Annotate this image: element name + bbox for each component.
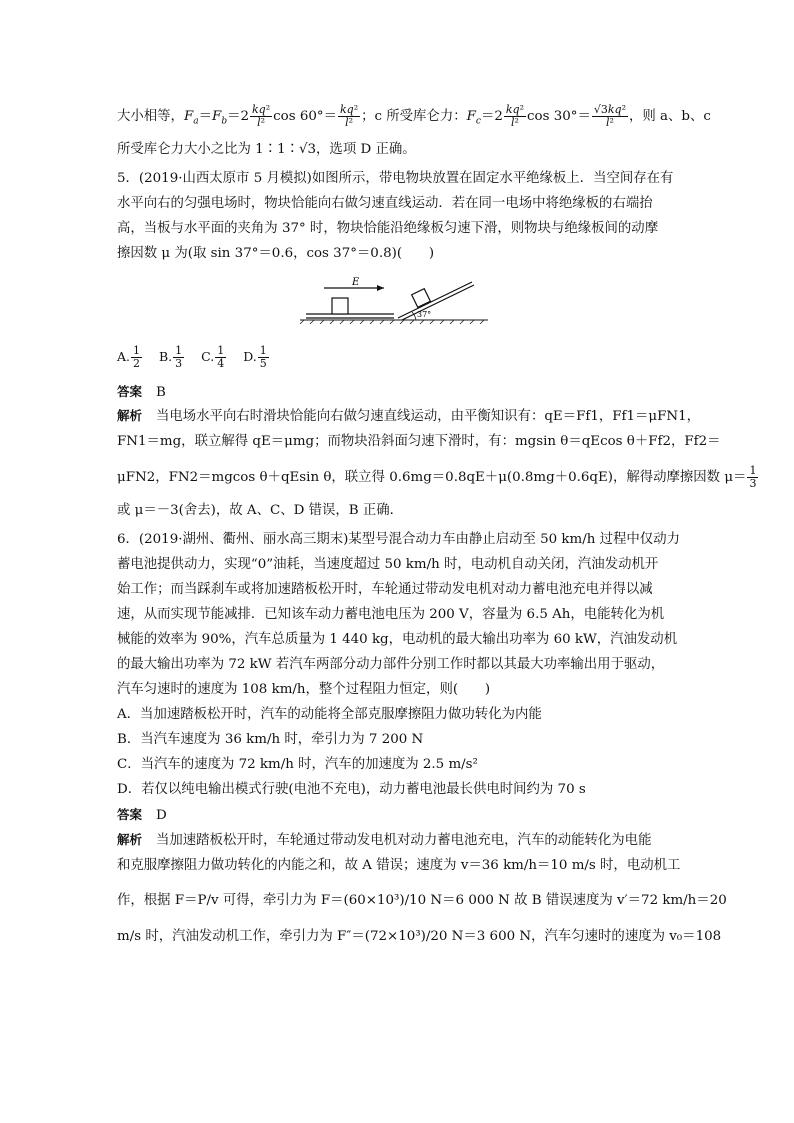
q6-option-c: C．当汽车的速度为 72 km/h 时，汽车的加速度为 2.5 m/s² bbox=[117, 757, 478, 772]
question-source: (2019·湖州、衢州、丽水高三期末) bbox=[138, 532, 349, 547]
q5-analysis-line-4: 或 μ＝－3(舍去)，故 A、C、D 错误，B 正确． bbox=[117, 503, 404, 518]
analysis-label: 解析 bbox=[117, 408, 143, 423]
q6-analysis-line-3: 作，根据 F＝P/v 可得，牵引力为 F＝(60×10³)/10 N＝6 000 N 故 B 错误速度为 v′＝72 km/h＝20 bbox=[117, 893, 727, 908]
analysis-text: 当加速踏板松开时，车轮通过带动发电机对动力蓄电池充电，汽车的动能转化为电能 bbox=[156, 833, 652, 848]
q6-option-d: D．若仅以纯电输出模式行驶(电池不充电)，动力蓄电池最长供电时间约为 70 s bbox=[117, 782, 586, 797]
text-segment: ；c 所受库仑力： bbox=[361, 109, 467, 124]
q6-line-1 bbox=[117, 530, 687, 550]
block-horizontal bbox=[332, 298, 348, 314]
question-text: 某型号混合动力车由静止启动至 50 km/h 过程中仅动力 bbox=[348, 532, 680, 547]
analysis-text: 当电场水平向右时滑块恰能向右做匀速直线运动，由平衡知识有：qE＝Ff1，Ff1＝μFN1， bbox=[156, 409, 701, 424]
q6-line-2: 蓄电池提供动力，实现“0”油耗，当速度超过 50 km/h 时，电动机自动关闭，汽油发动机开 bbox=[117, 557, 659, 572]
q6-option-b: B．当汽车速度为 36 km/h 时，牵引力为 7 200 N bbox=[117, 732, 424, 747]
q5-line-4: 擦因数 μ 为(取 sin 37°＝0.6，cos 37°＝0.8)( ) bbox=[117, 246, 435, 261]
inclined-board bbox=[398, 282, 472, 318]
question-text: 如图所示，带电物块放置在固定水平绝缘板上．当空间存在有 bbox=[311, 171, 674, 186]
fraction: $\frac{\text{kq²}}{\text{l²}}$ bbox=[505, 103, 525, 129]
answer-label: 答案 bbox=[117, 807, 143, 822]
question-source: (2019·山西太原市 5 月模拟) bbox=[138, 171, 312, 186]
inclined-board-base bbox=[402, 285, 474, 320]
q5-analysis-line-2: FN1＝mg，联立解得 qE＝μmg；而物块沿斜面匀速下滑时，有：mgsin θ＝qEcos θ＋Ff2，Ff2＝ bbox=[117, 434, 721, 449]
q6-line-5: 械能的效率为 90%，汽车总质量为 1 440 kg，电动机的最大输出功率为 60 kW，汽油发动机 bbox=[117, 632, 678, 647]
text-segment: 大小相等， bbox=[117, 109, 184, 124]
option-d: D. $\frac{1}{5}$ bbox=[243, 344, 267, 370]
field-label: E bbox=[352, 277, 360, 288]
q5-answer bbox=[117, 382, 687, 403]
analysis-label: 解析 bbox=[117, 832, 143, 847]
fraction: $\frac{1}{3}$ bbox=[749, 464, 757, 490]
q6-line-6: 的最大输出功率为 72 kW 若汽车两部分动力部件分别工作时都以其最大功率输出用于驱动， bbox=[117, 657, 665, 672]
block-incline bbox=[412, 289, 431, 308]
q6-option-a: A．当加速踏板松开时，汽车的动能将全部克服摩擦阻力做功转化为内能 bbox=[117, 707, 542, 722]
fraction: $\frac{\text{√3kq²}}{\text{l²}}$ bbox=[593, 103, 626, 129]
angle-label: 37° bbox=[417, 310, 432, 319]
q6-analysis-line-1 bbox=[117, 830, 687, 851]
q5-analysis-line-1 bbox=[117, 406, 701, 427]
q5-figure bbox=[300, 276, 490, 324]
analysis-text: μFN2，FN2＝mgcos θ＋qEsin θ，联立得 0.6mg＝0.8qE＋μ(0.8mg＋0.6qE)，解得动摩擦因数 μ＝ bbox=[117, 470, 747, 485]
prev-analysis-line-1: 大小相等，$F_a=F_b=2$ $\frac{\text{kq²}}{\text{l²}}$ cos 60°＝ $\frac{\text{kq²}}{\text{l²}}$ ；c 所受库仑力：$F_c=2$ $\frac{\text{kq²}}{\text{l²}}$ cos 30°＝ $\frac{\text{√3kq²}}{\text{l²}}$ ，则 a、b、c bbox=[117, 103, 711, 129]
q6-line-3: 始工作；而当踩刹车或将加速踏板松开时，车轮通过带动发电机对动力蓄电池充电并得以减 bbox=[117, 582, 653, 597]
q6-line-7: 汽车匀速时的速度为 108 km/h，整个过程阻力恒定，则( ) bbox=[117, 682, 491, 697]
ground-hatch bbox=[300, 320, 484, 324]
answer-value: B bbox=[156, 385, 166, 400]
question-number: 5． bbox=[117, 171, 139, 186]
q5-options bbox=[117, 345, 687, 370]
question-number: 6． bbox=[117, 532, 139, 547]
fraction: $\frac{\text{kq²}}{\text{l²}}$ bbox=[252, 103, 271, 129]
answer-value: D bbox=[156, 808, 167, 823]
q6-line-4: 速，从而实现节能减排．已知该车动力蓄电池电压为 200 V，容量为 6.5 Ah，电能转化为机 bbox=[117, 607, 665, 622]
q6-analysis-line-2: 和克服摩擦阻力做功转化的内能之和，故 A 错误；速度为 v＝36 km/h＝10 m/s 时，电动机工 bbox=[117, 858, 681, 873]
q6-answer bbox=[117, 805, 687, 826]
prev-analysis-line-2: 所受库仑力大小之比为 1∶1∶√3，选项 D 正确。 bbox=[117, 142, 416, 157]
answer-label: 答案 bbox=[117, 384, 143, 399]
field-arrow-head bbox=[377, 285, 384, 291]
option-b: B. $\frac{1}{3}$ bbox=[159, 344, 183, 370]
q5-analysis-line-3 bbox=[117, 464, 757, 490]
q5-line-1 bbox=[117, 169, 687, 189]
option-a: A. $\frac{1}{2}$ bbox=[117, 344, 141, 370]
text-segment: ，则 a、b、c bbox=[629, 109, 711, 124]
q6-analysis-line-4: m/s 时，汽油发动机工作，牵引力为 F″＝(72×10³)/20 N＝3 600 N，汽车匀速时的速度为 v₀＝108 bbox=[117, 929, 722, 944]
q5-line-2: 水平向右的匀强电场时，物块恰能向右做匀速直线运动．若在同一电场中将绝缘板的右端抬 bbox=[117, 196, 653, 211]
q5-line-3: 高，当板与水平面的夹角为 37° 时，物块恰能沿绝缘板匀速下滑，则物块与绝缘板间的动摩 bbox=[117, 221, 659, 236]
fraction: $\frac{\text{kq²}}{\text{l²}}$ bbox=[339, 103, 359, 129]
option-c: C. $\frac{1}{4}$ bbox=[201, 344, 225, 370]
